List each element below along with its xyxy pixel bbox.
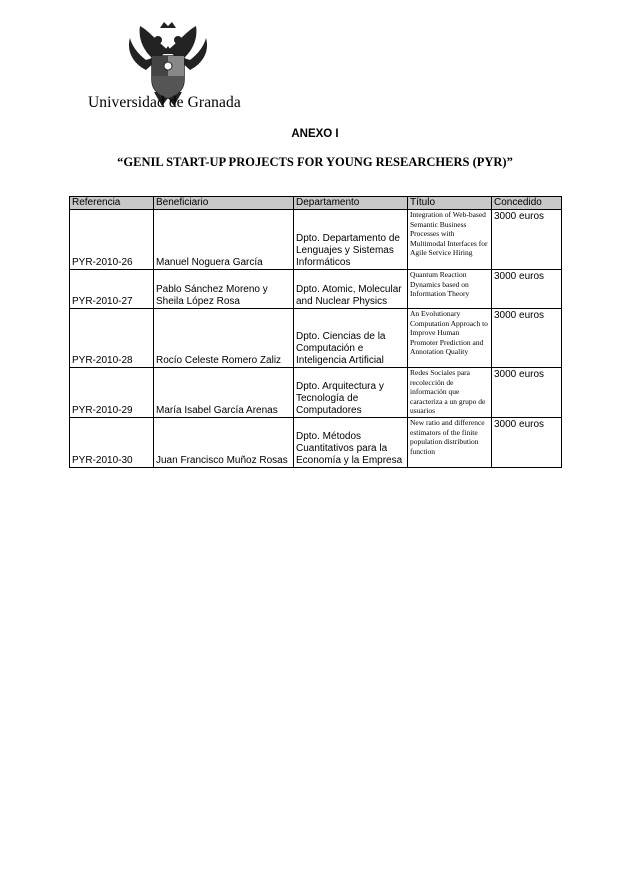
- reference-cell: PYR-2010-29: [70, 368, 154, 418]
- reference-cell: PYR-2010-27: [70, 270, 154, 309]
- department-cell: Dpto. Atomic, Molecular and Nuclear Physics: [294, 270, 408, 309]
- beneficiary-cell: Pablo Sánchez Moreno y Sheila López Rosa: [154, 270, 294, 309]
- department-cell: Dpto. Arquitectura y Tecnología de Computadores: [294, 368, 408, 418]
- table-row: [70, 210, 562, 270]
- table-header-row: [70, 197, 562, 210]
- department-cell: Dpto. Métodos Cuantitativos para la Economía y la Empresa: [294, 418, 408, 468]
- amount-cell: 3000 euros: [492, 210, 562, 270]
- amount-cell: 3000 euros: [492, 270, 562, 309]
- beneficiary-cell: Manuel Noguera García: [154, 210, 294, 270]
- table-row: [70, 270, 562, 309]
- reference-cell: PYR-2010-30: [70, 418, 154, 468]
- department-cell: Dpto. Departamento de Lenguajes y Sistemas Informáticos: [294, 210, 408, 270]
- beneficiary-cell: María Isabel García Arenas: [154, 368, 294, 418]
- amount-cell: 3000 euros: [492, 368, 562, 418]
- reference-cell: PYR-2010-28: [70, 309, 154, 368]
- title-cell: Integration of Web-based Semantic Business Processes with Multimodal Interfaces for Agile Service Hiring: [408, 210, 492, 270]
- department-cell: Dpto. Ciencias de la Computación e Inteligencia Artificial: [294, 309, 408, 368]
- column-header-beneficiary: Beneficiario: [154, 197, 294, 210]
- projects-table: [69, 196, 562, 468]
- column-header-title: Título: [408, 197, 492, 210]
- amount-cell: 3000 euros: [492, 418, 562, 468]
- table-row: [70, 368, 562, 418]
- column-header-reference: Referencia: [70, 197, 154, 210]
- title-cell: New ratio and difference estimators of the finite population distribution function: [408, 418, 492, 468]
- amount-cell: 3000 euros: [492, 309, 562, 368]
- annex-title: ANEXO I: [291, 128, 339, 140]
- table-row: [70, 418, 562, 468]
- title-cell: Quantum Reaction Dynamics based on Information Theory: [408, 270, 492, 309]
- university-name: Universidad de Granada: [88, 94, 241, 111]
- title-cell: Redes Sociales para recolección de información que caracteriza a un grupo de usuarios: [408, 368, 492, 418]
- beneficiary-cell: Rocío Celeste Romero Zaliz: [154, 309, 294, 368]
- program-title: “GENIL START-UP PROJECTS FOR YOUNG RESEARCHERS (PYR)”: [117, 155, 513, 169]
- table-row: [70, 309, 562, 368]
- column-header-amount: Concedido: [492, 197, 562, 210]
- title-cell: An Evolutionary Computation Approach to Improve Human Promoter Prediction and Annotation Quality: [408, 309, 492, 368]
- beneficiary-cell: Juan Francisco Muñoz Rosas: [154, 418, 294, 468]
- reference-cell: PYR-2010-26: [70, 210, 154, 270]
- column-header-department: Departamento: [294, 197, 408, 210]
